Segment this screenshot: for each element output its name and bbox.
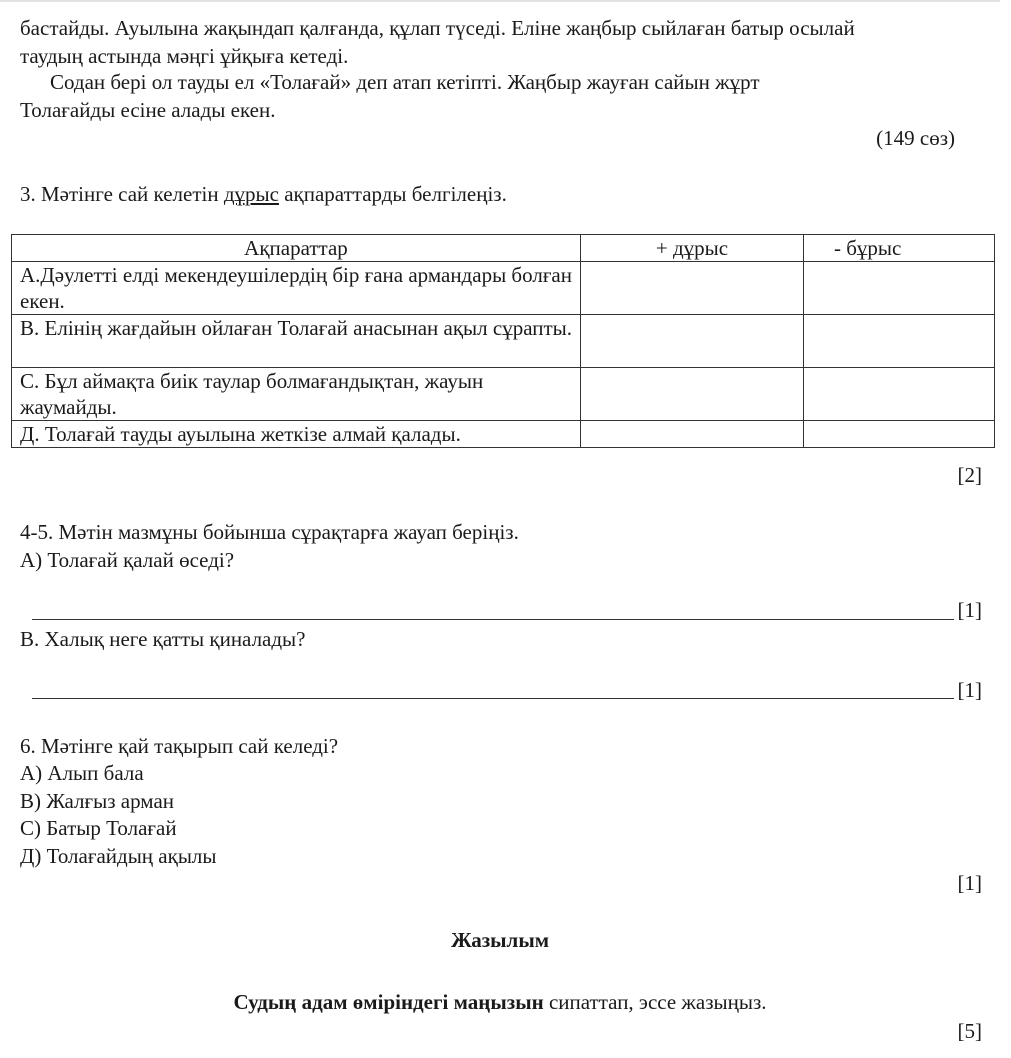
q6-option-d: Д) Толағайдың ақылы [20,844,217,868]
statement-d: Д. Толағай тауды ауылына жеткізе алмай қалады. [12,421,581,448]
q45-question-b: В. Халық неге қатты қиналады? [20,627,306,651]
header-true: + дұрыс [581,235,804,262]
story-line-1: бастайды. Ауылына жақындап қалғанда, құлап түседі. Еліне жаңбыр сыйлаған батыр осылай [20,16,855,40]
q6-title: 6. Мәтінге қай тақырып сай келеді? [20,734,339,758]
story-line-4: Толағайды есіне алады екен. [20,98,276,122]
word-count: (149 сөз) [876,126,955,150]
cell-false-b[interactable] [804,315,995,368]
q45-score-a: [1] [957,598,982,622]
cell-false-c[interactable] [804,368,995,421]
q3-title-suffix: ақпараттарды белгілеңіз. [278,182,507,206]
statement-a: А.Дәулетті елді мекендеушілердің бір ғана армандары болған екен. [12,262,581,315]
cell-false-d[interactable] [804,421,995,448]
writing-task-bold: Судың адам өміріндегі маңызын [233,990,544,1014]
q6-option-b: В) Жалғыз арман [20,789,175,813]
answer-line-b[interactable] [32,698,954,699]
q3-title [20,180,507,208]
q45-title: 4-5. Мәтін мазмұны бойынша сұрақтарға жауап беріңіз. [20,520,519,544]
q6-option-c: С) Батыр Толағай [20,816,177,840]
story-line-3: Содан бері ол тауды ел «Толағай» деп атап кетіпті. Жаңбыр жауған сайын жұрт [50,70,760,94]
q3-title-prefix: 3. Мәтінге сай келетін [20,182,224,206]
story-paragraph-2 [20,68,995,124]
table-header-row [12,235,995,262]
q3-title-underlined: дұрыс [223,182,279,206]
writing-heading: Жазылым [450,928,550,952]
story-paragraph [20,14,995,70]
cell-false-a[interactable] [804,262,995,315]
header-false: - бұрыс [804,235,995,262]
table-row [12,315,995,368]
q45-score-b: [1] [957,678,982,702]
q45-question-a: А) Толағай қалай өседі? [20,548,235,572]
cell-true-a[interactable] [581,262,804,315]
answer-line-a[interactable] [32,619,954,620]
statement-c: С. Бұл аймақта биік таулар болмағандықтан, жауын жаумайды. [12,368,581,421]
writing-task [0,988,1000,1016]
table-row [12,262,995,315]
q3-score: [2] [957,463,982,487]
table-row [12,421,995,448]
info-table [11,234,995,448]
cell-true-c[interactable] [581,368,804,421]
top-divider [0,0,1000,2]
table-row [12,368,995,421]
statement-b: В. Елінің жағдайын ойлаған Толағай анасынан ақыл сұрапты. [12,315,581,368]
header-info: Ақпараттар [12,235,581,262]
cell-true-b[interactable] [581,315,804,368]
writing-score: [5] [957,1019,982,1043]
q6-option-a: А) Алып бала [20,761,144,785]
q6-score: [1] [957,871,982,895]
writing-task-rest: сипаттап, эссе жазыңыз. [543,990,767,1014]
story-line-2: таудың астында мәңгі ұйқыға кетеді. [20,44,349,68]
cell-true-d[interactable] [581,421,804,448]
